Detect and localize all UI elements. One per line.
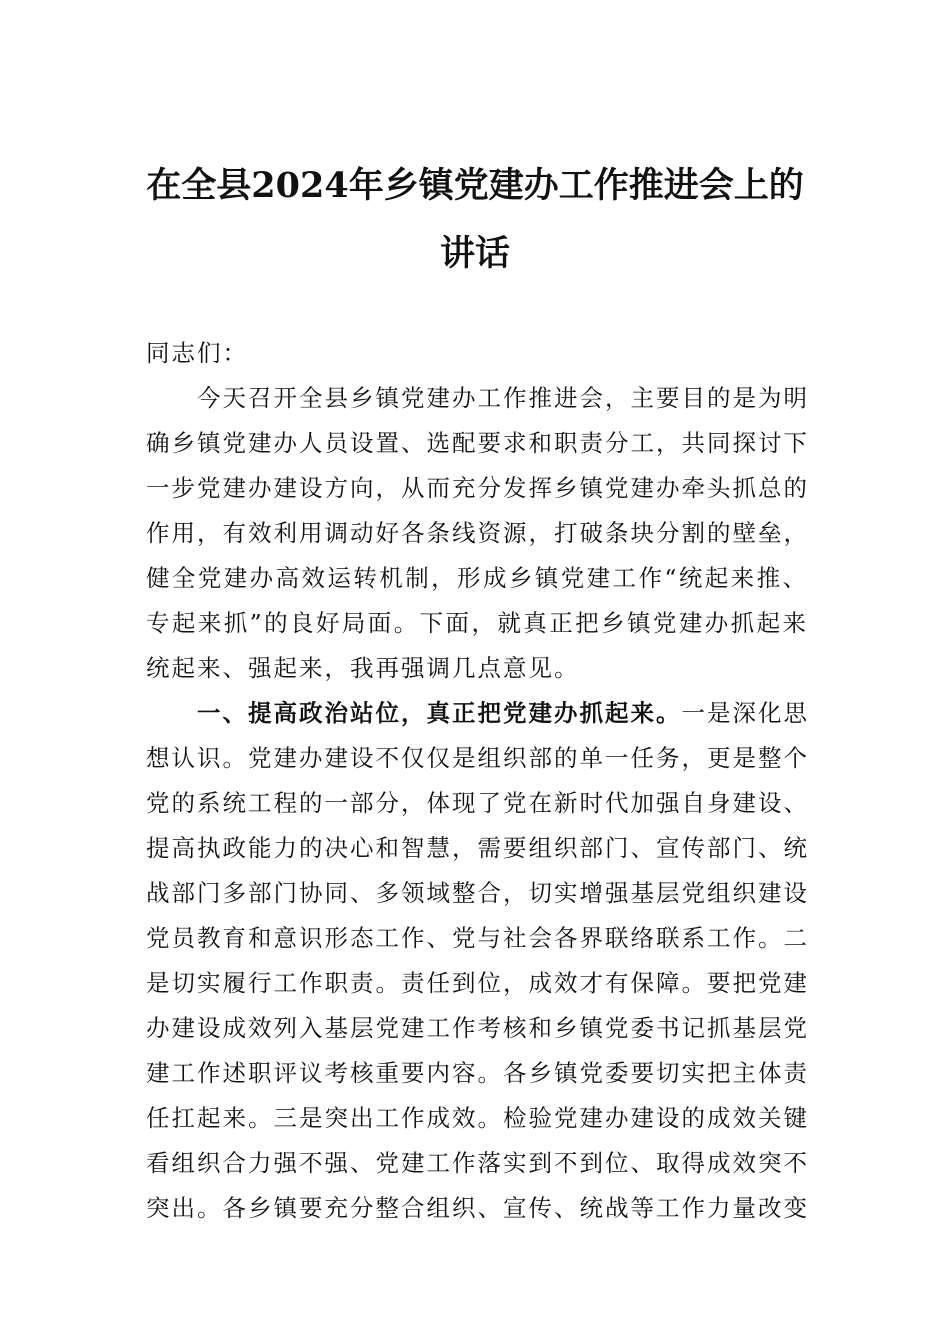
section-1-line: 提高执政能力的决心和智慧，需要组织部门、宣传部门、统 [146, 834, 809, 862]
section-1-line: 党的系统工程的一部分，体现了党在新时代加强自身建设、 [146, 789, 809, 817]
section-1-line: 任扛起来。三是突出工作成效。检验党建办建设的成效关键 [146, 1104, 809, 1132]
section-1-line: 党员教育和意识形态工作、党与社会各界联络联系工作。二 [146, 924, 809, 952]
section-1-line: 想认识。党建办建设不仅仅是组织部的单一任务，更是整个 [146, 744, 809, 772]
section-1-first-line [146, 691, 808, 736]
document-title-line-2: 讲话 [439, 233, 510, 274]
document-title-line-1: 在全县2024年乡镇党建办工作推进会上的 [146, 165, 804, 206]
paragraph-1-line: 专起来抓”的良好局面。下面，就真正把乡镇党建办抓起来 [146, 609, 808, 637]
section-1-heading: 一、提高政治站位，真正把党建办抓起来。 [146, 699, 682, 727]
section-1-line: 是切实履行工作职责。责任到位，成效才有保障。要把党建 [146, 969, 809, 997]
section-1-line: 建工作述职评议考核重要内容。各乡镇党委要切实把主体责 [146, 1059, 809, 1087]
paragraph-1-line: 作用，有效利用调动好各条线资源，打破条块分割的壁垒， [146, 519, 809, 547]
section-1-line: 办建设成效列入基层党建工作考核和乡镇党委书记抓基层党 [146, 1014, 809, 1042]
section-1-line: 突出。各乡镇要充分整合组织、宣传、统战等工作力量改变 [146, 1194, 809, 1222]
paragraph-1-line: 今天召开全县乡镇党建办工作推进会，主要目的是为明 [146, 384, 809, 412]
paragraph-1-line: 一步党建办建设方向，从而充分发挥乡镇党建办牵头抓总的 [146, 474, 809, 502]
section-1-line: 看组织合力强不强、党建工作落实到不到位、取得成效突不 [146, 1149, 809, 1177]
paragraph-1-line: 统起来、强起来，我再强调几点意见。 [146, 654, 580, 682]
section-1-first-line-rest: 一是深化思 [681, 699, 809, 727]
paragraph-1-line: 健全党建办高效运转机制，形成乡镇党建工作“统起来推、 [146, 564, 808, 592]
paragraph-1-line: 确乡镇党建办人员设置、选配要求和职责分工，共同探讨下 [146, 429, 809, 457]
section-1-line: 战部门多部门协同、多领域整合，切实增强基层党组织建设 [146, 879, 809, 907]
salutation: 同志们： [146, 339, 248, 367]
